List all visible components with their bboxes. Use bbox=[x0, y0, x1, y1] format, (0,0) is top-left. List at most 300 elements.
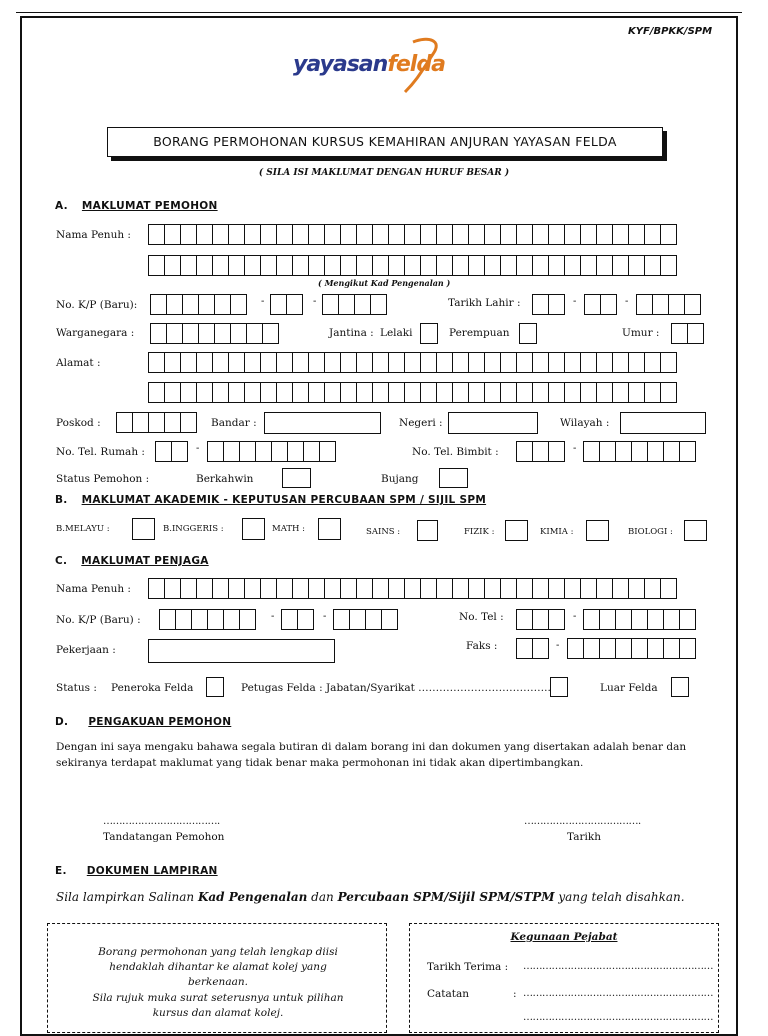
char-box[interactable] bbox=[148, 255, 165, 276]
char-box[interactable] bbox=[612, 224, 629, 245]
char-box[interactable] bbox=[198, 323, 215, 344]
penjaga-kp-boxes-3[interactable] bbox=[333, 609, 397, 630]
char-box[interactable] bbox=[196, 578, 213, 599]
char-box[interactable] bbox=[628, 578, 645, 599]
char-box[interactable] bbox=[246, 323, 263, 344]
penjaga-tel-prefix-boxes[interactable] bbox=[516, 609, 564, 630]
char-box[interactable] bbox=[532, 224, 549, 245]
char-box[interactable] bbox=[404, 382, 421, 403]
char-box[interactable] bbox=[150, 323, 167, 344]
kp-boxes-3[interactable] bbox=[322, 294, 386, 315]
char-box[interactable] bbox=[644, 578, 661, 599]
char-box[interactable] bbox=[260, 352, 277, 373]
char-box[interactable] bbox=[212, 352, 229, 373]
char-box[interactable] bbox=[516, 224, 533, 245]
char-box[interactable] bbox=[260, 255, 277, 276]
berkahwin-checkbox[interactable] bbox=[282, 468, 311, 488]
char-box[interactable] bbox=[679, 441, 696, 462]
catatan-line[interactable]: …………………………………………………… bbox=[523, 988, 713, 999]
char-box[interactable] bbox=[354, 294, 371, 315]
char-box[interactable] bbox=[516, 255, 533, 276]
char-box[interactable] bbox=[303, 441, 320, 462]
char-box[interactable] bbox=[420, 352, 437, 373]
char-box[interactable] bbox=[596, 224, 613, 245]
char-box[interactable] bbox=[644, 382, 661, 403]
char-box[interactable] bbox=[292, 224, 309, 245]
nama-penuh-boxes-2[interactable] bbox=[148, 255, 676, 276]
kimia-box[interactable] bbox=[586, 520, 609, 541]
char-box[interactable] bbox=[180, 255, 197, 276]
char-box[interactable] bbox=[356, 255, 373, 276]
char-box[interactable] bbox=[372, 224, 389, 245]
char-box[interactable] bbox=[212, 578, 229, 599]
penjaga-kp-boxes-2[interactable] bbox=[281, 609, 313, 630]
wilayah-field[interactable] bbox=[620, 412, 706, 434]
char-box[interactable] bbox=[164, 352, 181, 373]
char-box[interactable] bbox=[372, 352, 389, 373]
tel-bimbit-prefix-boxes[interactable] bbox=[516, 441, 564, 462]
lelaki-checkbox[interactable] bbox=[420, 323, 438, 344]
char-box[interactable] bbox=[548, 441, 565, 462]
bandar-field[interactable] bbox=[264, 412, 381, 434]
char-box[interactable] bbox=[599, 638, 616, 659]
char-box[interactable] bbox=[660, 578, 677, 599]
pekerjaan-field[interactable] bbox=[148, 639, 335, 663]
char-box[interactable] bbox=[452, 578, 469, 599]
char-box[interactable] bbox=[262, 323, 279, 344]
char-box[interactable] bbox=[647, 638, 664, 659]
char-box[interactable] bbox=[164, 255, 181, 276]
char-box[interactable] bbox=[668, 294, 685, 315]
char-box[interactable] bbox=[516, 352, 533, 373]
char-box[interactable] bbox=[532, 441, 549, 462]
char-box[interactable] bbox=[356, 578, 373, 599]
char-box[interactable] bbox=[180, 382, 197, 403]
char-box[interactable] bbox=[182, 294, 199, 315]
char-box[interactable] bbox=[164, 578, 181, 599]
char-box[interactable] bbox=[684, 294, 701, 315]
char-box[interactable] bbox=[583, 638, 600, 659]
char-box[interactable] bbox=[333, 609, 350, 630]
char-box[interactable] bbox=[631, 638, 648, 659]
tarikh-terima-line[interactable]: …………………………………………………… bbox=[523, 961, 713, 972]
char-box[interactable] bbox=[214, 323, 231, 344]
char-box[interactable] bbox=[564, 224, 581, 245]
char-box[interactable] bbox=[116, 412, 133, 433]
char-box[interactable] bbox=[287, 441, 304, 462]
char-box[interactable] bbox=[548, 609, 565, 630]
char-box[interactable] bbox=[340, 224, 357, 245]
char-box[interactable] bbox=[468, 255, 485, 276]
char-box[interactable] bbox=[164, 224, 181, 245]
char-box[interactable] bbox=[580, 382, 597, 403]
char-box[interactable] bbox=[628, 224, 645, 245]
char-box[interactable] bbox=[239, 609, 256, 630]
char-box[interactable] bbox=[583, 441, 600, 462]
char-box[interactable] bbox=[324, 382, 341, 403]
char-box[interactable] bbox=[599, 441, 616, 462]
char-box[interactable] bbox=[516, 578, 533, 599]
char-box[interactable] bbox=[500, 382, 517, 403]
char-box[interactable] bbox=[198, 294, 215, 315]
char-box[interactable] bbox=[468, 578, 485, 599]
char-box[interactable] bbox=[516, 382, 533, 403]
char-box[interactable] bbox=[324, 255, 341, 276]
char-box[interactable] bbox=[196, 352, 213, 373]
char-box[interactable] bbox=[404, 352, 421, 373]
char-box[interactable] bbox=[532, 352, 549, 373]
char-box[interactable] bbox=[567, 638, 584, 659]
dob-day-boxes[interactable] bbox=[532, 294, 564, 315]
char-box[interactable] bbox=[388, 255, 405, 276]
char-box[interactable] bbox=[436, 578, 453, 599]
char-box[interactable] bbox=[207, 441, 224, 462]
char-box[interactable] bbox=[660, 352, 677, 373]
char-box[interactable] bbox=[500, 578, 517, 599]
char-box[interactable] bbox=[180, 224, 197, 245]
char-box[interactable] bbox=[516, 609, 533, 630]
char-box[interactable] bbox=[612, 255, 629, 276]
char-box[interactable] bbox=[532, 638, 549, 659]
petugas-checkbox[interactable] bbox=[550, 677, 568, 697]
faks-boxes[interactable] bbox=[567, 638, 695, 659]
char-box[interactable] bbox=[636, 294, 653, 315]
char-box[interactable] bbox=[276, 578, 293, 599]
char-box[interactable] bbox=[276, 224, 293, 245]
char-box[interactable] bbox=[340, 578, 357, 599]
char-box[interactable] bbox=[580, 224, 597, 245]
char-box[interactable] bbox=[580, 352, 597, 373]
char-box[interactable] bbox=[484, 382, 501, 403]
char-box[interactable] bbox=[420, 578, 437, 599]
char-box[interactable] bbox=[580, 578, 597, 599]
char-box[interactable] bbox=[182, 323, 199, 344]
char-box[interactable] bbox=[228, 382, 245, 403]
char-box[interactable] bbox=[548, 255, 565, 276]
char-box[interactable] bbox=[420, 224, 437, 245]
alamat-boxes-2[interactable] bbox=[148, 382, 676, 403]
char-box[interactable] bbox=[356, 382, 373, 403]
char-box[interactable] bbox=[244, 352, 261, 373]
char-box[interactable] bbox=[615, 638, 632, 659]
char-box[interactable] bbox=[679, 638, 696, 659]
char-box[interactable] bbox=[223, 609, 240, 630]
warganegara-boxes[interactable] bbox=[150, 323, 278, 344]
char-box[interactable] bbox=[647, 609, 664, 630]
char-box[interactable] bbox=[372, 255, 389, 276]
char-box[interactable] bbox=[436, 382, 453, 403]
char-box[interactable] bbox=[164, 382, 181, 403]
char-box[interactable] bbox=[644, 224, 661, 245]
char-box[interactable] bbox=[468, 382, 485, 403]
char-box[interactable] bbox=[564, 578, 581, 599]
tel-rumah-prefix-boxes[interactable] bbox=[155, 441, 187, 462]
char-box[interactable] bbox=[319, 441, 336, 462]
char-box[interactable] bbox=[338, 294, 355, 315]
char-box[interactable] bbox=[276, 255, 293, 276]
char-box[interactable] bbox=[155, 441, 172, 462]
char-box[interactable] bbox=[564, 255, 581, 276]
perempuan-checkbox[interactable] bbox=[519, 323, 537, 344]
char-box[interactable] bbox=[212, 255, 229, 276]
char-box[interactable] bbox=[631, 609, 648, 630]
char-box[interactable] bbox=[388, 352, 405, 373]
char-box[interactable] bbox=[500, 255, 517, 276]
char-box[interactable] bbox=[420, 382, 437, 403]
char-box[interactable] bbox=[612, 352, 629, 373]
tel-rumah-boxes[interactable] bbox=[207, 441, 335, 462]
char-box[interactable] bbox=[548, 294, 565, 315]
char-box[interactable] bbox=[663, 609, 680, 630]
bmelayu-box[interactable] bbox=[132, 518, 155, 540]
char-box[interactable] bbox=[564, 382, 581, 403]
penjaga-tel-boxes[interactable] bbox=[583, 609, 695, 630]
bujang-checkbox[interactable] bbox=[439, 468, 468, 488]
nama-penuh-boxes-1[interactable] bbox=[148, 224, 676, 245]
char-box[interactable] bbox=[548, 224, 565, 245]
char-box[interactable] bbox=[584, 294, 601, 315]
char-box[interactable] bbox=[255, 441, 272, 462]
char-box[interactable] bbox=[652, 294, 669, 315]
char-box[interactable] bbox=[171, 441, 188, 462]
char-box[interactable] bbox=[596, 255, 613, 276]
binggeris-box[interactable] bbox=[242, 518, 265, 540]
char-box[interactable] bbox=[468, 224, 485, 245]
char-box[interactable] bbox=[196, 382, 213, 403]
penjaga-kp-boxes-1[interactable] bbox=[159, 609, 255, 630]
char-box[interactable] bbox=[150, 294, 167, 315]
char-box[interactable] bbox=[500, 224, 517, 245]
char-box[interactable] bbox=[628, 382, 645, 403]
char-box[interactable] bbox=[244, 578, 261, 599]
char-box[interactable] bbox=[532, 294, 549, 315]
date-line[interactable]: ………………………………. bbox=[524, 816, 641, 827]
char-box[interactable] bbox=[671, 323, 688, 344]
dob-year-boxes[interactable] bbox=[636, 294, 700, 315]
char-box[interactable] bbox=[297, 609, 314, 630]
char-box[interactable] bbox=[365, 609, 382, 630]
char-box[interactable] bbox=[340, 382, 357, 403]
char-box[interactable] bbox=[286, 294, 303, 315]
char-box[interactable] bbox=[404, 578, 421, 599]
char-box[interactable] bbox=[292, 352, 309, 373]
char-box[interactable] bbox=[214, 294, 231, 315]
char-box[interactable] bbox=[223, 441, 240, 462]
char-box[interactable] bbox=[276, 352, 293, 373]
char-box[interactable] bbox=[532, 578, 549, 599]
char-box[interactable] bbox=[615, 441, 632, 462]
char-box[interactable] bbox=[340, 352, 357, 373]
kp-boxes-2[interactable] bbox=[270, 294, 302, 315]
char-box[interactable] bbox=[644, 352, 661, 373]
char-box[interactable] bbox=[228, 578, 245, 599]
char-box[interactable] bbox=[436, 224, 453, 245]
char-box[interactable] bbox=[452, 224, 469, 245]
char-box[interactable] bbox=[484, 224, 501, 245]
char-box[interactable] bbox=[548, 578, 565, 599]
char-box[interactable] bbox=[436, 255, 453, 276]
char-box[interactable] bbox=[660, 255, 677, 276]
char-box[interactable] bbox=[244, 255, 261, 276]
char-box[interactable] bbox=[452, 255, 469, 276]
negeri-field[interactable] bbox=[448, 412, 538, 434]
char-box[interactable] bbox=[260, 224, 277, 245]
char-box[interactable] bbox=[599, 609, 616, 630]
char-box[interactable] bbox=[276, 382, 293, 403]
char-box[interactable] bbox=[663, 441, 680, 462]
kp-boxes-1[interactable] bbox=[150, 294, 246, 315]
char-box[interactable] bbox=[484, 255, 501, 276]
char-box[interactable] bbox=[548, 382, 565, 403]
char-box[interactable] bbox=[628, 352, 645, 373]
char-box[interactable] bbox=[308, 224, 325, 245]
char-box[interactable] bbox=[381, 609, 398, 630]
char-box[interactable] bbox=[631, 441, 648, 462]
char-box[interactable] bbox=[404, 224, 421, 245]
char-box[interactable] bbox=[148, 382, 165, 403]
char-box[interactable] bbox=[436, 352, 453, 373]
char-box[interactable] bbox=[583, 609, 600, 630]
char-box[interactable] bbox=[372, 578, 389, 599]
char-box[interactable] bbox=[596, 382, 613, 403]
char-box[interactable] bbox=[324, 578, 341, 599]
signature-line[interactable]: ………………………………. bbox=[103, 816, 220, 827]
char-box[interactable] bbox=[370, 294, 387, 315]
char-box[interactable] bbox=[516, 638, 533, 659]
char-box[interactable] bbox=[612, 382, 629, 403]
char-box[interactable] bbox=[324, 352, 341, 373]
char-box[interactable] bbox=[166, 323, 183, 344]
char-box[interactable] bbox=[663, 638, 680, 659]
char-box[interactable] bbox=[647, 441, 664, 462]
math-box[interactable] bbox=[318, 518, 341, 540]
char-box[interactable] bbox=[228, 224, 245, 245]
char-box[interactable] bbox=[532, 382, 549, 403]
char-box[interactable] bbox=[244, 382, 261, 403]
char-box[interactable] bbox=[372, 382, 389, 403]
char-box[interactable] bbox=[484, 578, 501, 599]
umur-boxes[interactable] bbox=[671, 323, 703, 344]
char-box[interactable] bbox=[191, 609, 208, 630]
char-box[interactable] bbox=[196, 224, 213, 245]
char-box[interactable] bbox=[164, 412, 181, 433]
char-box[interactable] bbox=[404, 255, 421, 276]
char-box[interactable] bbox=[148, 224, 165, 245]
char-box[interactable] bbox=[388, 224, 405, 245]
char-box[interactable] bbox=[271, 441, 288, 462]
char-box[interactable] bbox=[660, 382, 677, 403]
char-box[interactable] bbox=[532, 609, 549, 630]
char-box[interactable] bbox=[644, 255, 661, 276]
faks-prefix-boxes[interactable] bbox=[516, 638, 548, 659]
char-box[interactable] bbox=[148, 578, 165, 599]
char-box[interactable] bbox=[484, 352, 501, 373]
char-box[interactable] bbox=[308, 352, 325, 373]
char-box[interactable] bbox=[356, 352, 373, 373]
char-box[interactable] bbox=[159, 609, 176, 630]
char-box[interactable] bbox=[615, 609, 632, 630]
sains-box[interactable] bbox=[417, 520, 438, 541]
char-box[interactable] bbox=[468, 352, 485, 373]
char-box[interactable] bbox=[212, 382, 229, 403]
char-box[interactable] bbox=[500, 352, 517, 373]
char-box[interactable] bbox=[281, 609, 298, 630]
char-box[interactable] bbox=[228, 255, 245, 276]
char-box[interactable] bbox=[679, 609, 696, 630]
char-box[interactable] bbox=[516, 441, 533, 462]
char-box[interactable] bbox=[564, 352, 581, 373]
char-box[interactable] bbox=[244, 224, 261, 245]
char-box[interactable] bbox=[270, 294, 287, 315]
dob-month-boxes[interactable] bbox=[584, 294, 616, 315]
char-box[interactable] bbox=[308, 382, 325, 403]
char-box[interactable] bbox=[230, 323, 247, 344]
char-box[interactable] bbox=[452, 382, 469, 403]
char-box[interactable] bbox=[175, 609, 192, 630]
char-box[interactable] bbox=[596, 352, 613, 373]
char-box[interactable] bbox=[612, 578, 629, 599]
char-box[interactable] bbox=[452, 352, 469, 373]
char-box[interactable] bbox=[132, 412, 149, 433]
alamat-boxes-1[interactable] bbox=[148, 352, 676, 373]
char-box[interactable] bbox=[148, 412, 165, 433]
char-box[interactable] bbox=[148, 352, 165, 373]
char-box[interactable] bbox=[196, 255, 213, 276]
char-box[interactable] bbox=[180, 412, 197, 433]
tel-bimbit-boxes[interactable] bbox=[583, 441, 695, 462]
char-box[interactable] bbox=[356, 224, 373, 245]
biologi-box[interactable] bbox=[684, 520, 707, 541]
char-box[interactable] bbox=[292, 382, 309, 403]
peneroka-checkbox[interactable] bbox=[206, 677, 224, 697]
char-box[interactable] bbox=[239, 441, 256, 462]
char-box[interactable] bbox=[180, 352, 197, 373]
char-box[interactable] bbox=[308, 255, 325, 276]
char-box[interactable] bbox=[340, 255, 357, 276]
char-box[interactable] bbox=[166, 294, 183, 315]
char-box[interactable] bbox=[628, 255, 645, 276]
char-box[interactable] bbox=[308, 578, 325, 599]
fizik-box[interactable] bbox=[505, 520, 528, 541]
char-box[interactable] bbox=[212, 224, 229, 245]
char-box[interactable] bbox=[228, 352, 245, 373]
char-box[interactable] bbox=[660, 224, 677, 245]
poskod-boxes[interactable] bbox=[116, 412, 196, 433]
char-box[interactable] bbox=[420, 255, 437, 276]
penjaga-nama-boxes[interactable] bbox=[148, 578, 676, 599]
char-box[interactable] bbox=[207, 609, 224, 630]
catatan-line-2[interactable]: …………………………………………………… bbox=[523, 1012, 713, 1023]
char-box[interactable] bbox=[324, 224, 341, 245]
char-box[interactable] bbox=[180, 578, 197, 599]
char-box[interactable] bbox=[388, 382, 405, 403]
char-box[interactable] bbox=[292, 578, 309, 599]
char-box[interactable] bbox=[388, 578, 405, 599]
char-box[interactable] bbox=[548, 352, 565, 373]
luar-felda-checkbox[interactable] bbox=[671, 677, 689, 697]
char-box[interactable] bbox=[596, 578, 613, 599]
char-box[interactable] bbox=[349, 609, 366, 630]
char-box[interactable] bbox=[260, 382, 277, 403]
char-box[interactable] bbox=[532, 255, 549, 276]
char-box[interactable] bbox=[292, 255, 309, 276]
char-box[interactable] bbox=[600, 294, 617, 315]
char-box[interactable] bbox=[260, 578, 277, 599]
char-box[interactable] bbox=[687, 323, 704, 344]
char-box[interactable] bbox=[580, 255, 597, 276]
char-box[interactable] bbox=[230, 294, 247, 315]
char-box[interactable] bbox=[322, 294, 339, 315]
